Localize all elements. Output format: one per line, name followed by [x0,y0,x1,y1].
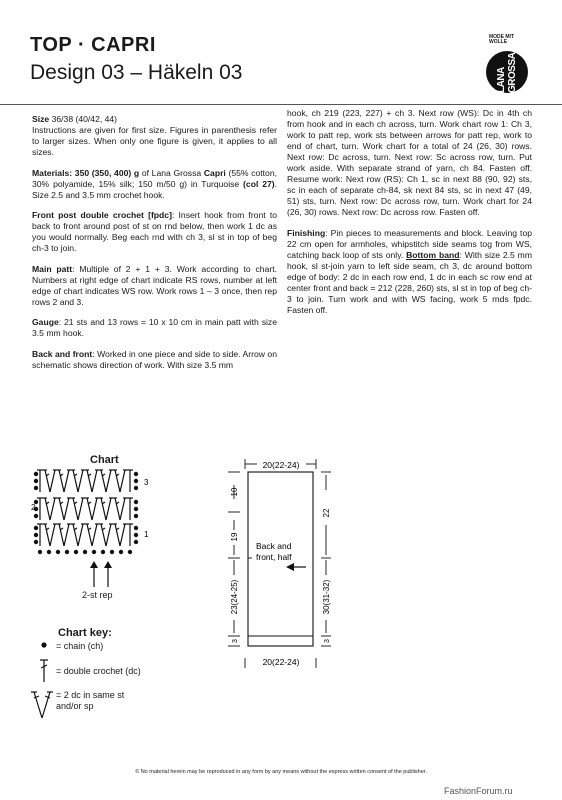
schematic-right-bottom: 3 [324,639,331,643]
materials-mid: of Lana Grossa [139,167,204,178]
right-column [287,108,532,325]
gauge-text: : 21 sts and 13 rows = 10 x 10 cm in main patt with size 3.5 mm hook. [32,317,277,338]
chart-key-title: Chart key: [58,627,112,639]
schematic-right-low: 30(31-32) [322,579,331,615]
chain-symbol [134,514,138,518]
chain-symbol [119,550,123,554]
schematic-bottom-width: 20(22-24) [262,657,300,667]
key-chain-text: = chain (ch) [56,641,104,651]
watermark: FashionForum.ru [444,786,513,796]
back-front-text: : Worked in one piece and side to side. Arrow on schematic shows direction of work. With size 3.5 mm [32,348,277,370]
left-column [32,114,277,380]
chart-row-label-3: 3 [144,478,149,487]
schematic-left-mid: 19 [230,532,239,542]
key-dc-text: = double crochet (dc) [56,666,141,676]
schematic-right-top: 22 [322,508,331,518]
key-2dc-text [56,690,124,712]
size-paragraph [32,114,277,158]
gauge-label: Gauge [32,317,59,327]
chain-symbol [134,486,138,490]
brand-logo-text: LANA GROSSA [496,52,518,93]
chain-symbol [65,550,69,554]
main-patt-paragraph [32,264,277,308]
size-value: 36/38 (40/42, 44) [49,114,118,124]
materials-paragraph [32,168,277,201]
brand-logo [486,51,528,93]
schematic-top-width: 20(22-24) [262,460,300,470]
chain-symbol [34,540,38,544]
back-front-label: Back and front [32,348,93,359]
chain-symbol [38,550,42,554]
chain-symbol [34,533,38,537]
crochet-chart [28,462,158,592]
fpdc-label: Front post double crochet [fpdc] [32,210,172,220]
schematic-center-label-2: front, half [256,552,292,562]
fpdc-paragraph [32,210,277,254]
chart-row-label-2: 2 [31,503,36,512]
chain-symbol [134,526,138,530]
copyright-notice: © No material herein may be reproduced in any form by any means without the express written consent of the publisher. [135,769,427,775]
double-crochet-icon [40,660,48,682]
chain-symbol [34,514,38,518]
chain-symbol [134,472,138,476]
bottom-band-label: Bottom band [406,249,460,260]
chain-symbol [34,472,38,476]
materials-color: (col 27) [243,178,275,189]
finishing-paragraph [287,228,532,316]
main-patt-label: Main patt [32,263,73,274]
chain-symbol [83,550,87,554]
schematic-center-label-1: Back and [256,541,292,551]
chain-symbol [134,500,138,504]
chain-symbol [34,479,38,483]
chain-symbol [47,550,51,554]
two-dc-icon [30,688,54,722]
fpdc-text: : Insert hook from front to back to front around post of st on rnd below, then work 1 dc as you would normally. Beg each rnd with ch 3, sl st in top of beg ch-3 to join. [32,210,277,253]
key-2dc-line2: and/or sp [56,701,94,711]
materials-text: (55% cotton, 30% polyamide, 15% silk; 150 m/50 g) in Turquoise [32,167,277,189]
schematic-left-top: 10 [230,487,239,497]
chain-symbol [56,550,60,554]
chain-symbol [74,550,78,554]
chain-symbol [92,550,96,554]
repeat-label: 2-st rep [82,590,113,600]
size-label: Size [32,114,50,124]
repeat-arrows [90,561,112,587]
bottom-band-text: : With size 2.5 mm hook, sl st-join yarn to left side seam, ch 3, dc around bottom edge of body: 2 dc in each row end, 1 dc in each sc row end at center front and back = 212 (228, 260) sts, sl st in top of beg ch-3 to join. Turn work and with WS facing, work 5 rnds fpdc. Fasten off. [287,249,532,315]
chain-symbol [128,550,132,554]
finishing-label: Finishing [287,227,326,238]
chart-row-label-1: 1 [144,530,149,539]
chart-title: Chart [90,454,119,466]
materials-label: Materials: 350 (350, 400) g [32,167,140,178]
logo-tagline: MODE MIT WOLLE [489,34,514,45]
chain-symbol [134,540,138,544]
size-text: Instructions are given for first size. Figures in parenthesis refer to larger sizes. When only one figure is given, it applies to all sizes. [32,125,277,157]
schematic-left-low: 23(24-25) [230,579,239,615]
key-2dc-line1: = 2 dc in same st [56,690,125,700]
back-front-paragraph [32,349,277,371]
schematic-diagram [220,455,340,670]
chain-symbol [134,507,138,511]
page-title: TOP · CAPRI [30,34,156,56]
main-patt-text: : Multiple of 2 + 1 + 3. Work according to chart. Numbers at right edge of chart indicate RS rows, number at left edge of chart indicates WS row. Work rows 1 – 3 once, then rep rows 2 and 3. [32,263,277,307]
chain-symbol [110,550,114,554]
page-subtitle: Design 03 – Häkeln 03 [30,61,243,84]
materials-end: . Size 2.5 and 3.5 mm crochet hook. [32,178,277,200]
chain-symbol [101,550,105,554]
gauge-paragraph [32,317,277,339]
direction-arrow-icon [286,563,294,571]
schematic-left-bottom: 3 [232,639,239,643]
chain-symbol [34,486,38,490]
chain-icon [41,642,46,647]
materials-brand: Capri [203,167,226,178]
finishing-text: : Pin pieces to measurements and block. Leaving top 22 cm open for armholes, whipstitch side seams tog from WS, catching back loop of sts only. [287,227,532,260]
chain-symbol [134,479,138,483]
chain-symbol [134,533,138,537]
header-divider [0,104,562,105]
chain-symbol [34,526,38,530]
continued-paragraph: hook, ch 219 (223, 227) + ch 3. Next row (WS): Dc in 4th ch from hook and in each ch across, turn. Work chart row 1: Ch 3, work to patt rep, work sts between arrows for patt rep, work to end of chart, turn. Work chart for a total of 24 (26, 30) rows. Next row: Dc across, turn. Next row: Sc across row, turn. Put work aside. With separate strand of yarn, ch 84. Fasten off. Resume work: Next row (RS): Ch 1, sc in next 88 (90, 92) sts, sc in each of separate ch-84, sk next 84 sts, sc in next 47 (49, 51) sts, turn. Next row: Dc across row, turn. Work chart for 24 (26, 30) rows. Next row: Dc across row. Fasten off. [287,108,532,217]
